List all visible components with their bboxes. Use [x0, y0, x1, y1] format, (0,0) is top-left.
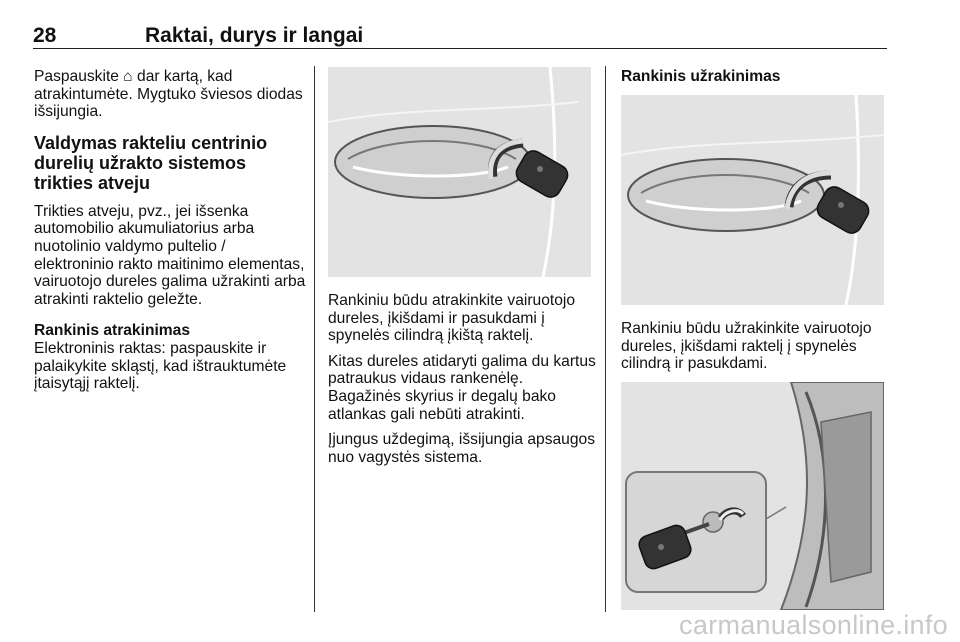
subheading-unlock: Rankinis atrakinimas — [34, 322, 191, 340]
middle-paragraph-3: Įjungus uždegimą, išsijungia apsaugos nuo vagystės sistema. — [328, 431, 595, 466]
middle-column — [328, 292, 596, 466]
key-cylinder-illustration — [621, 382, 884, 610]
subheading-unlock-body: Elektroninis raktas: paspauskite ir palaikykite skląstį, kad ištrauktumėte įtaisytąjį raktelį. — [34, 339, 287, 393]
section-body: Trikties atveju, pvz., jei išsenka automobilio akumuliatorius arba nuotolinio valdymo pultelio / elektroninio rakto maitinimo elementas, vairuotojo dureles galima užrakinti arba atrakinti raktelio geležte. — [34, 202, 306, 308]
chapter-title: Raktai, durys ir langai — [145, 24, 364, 47]
intro-text: Paspauskite ⌂ dar kartą, kad atrakintumėte. Mygtuko šviesos diodas išsijungia. — [34, 68, 303, 121]
page-number: 28 — [33, 24, 57, 47]
lock-door-illustration — [621, 95, 884, 305]
manual-lock-heading: Rankinis užrakinimas — [621, 68, 781, 85]
column-divider-left — [314, 66, 315, 612]
page-header — [33, 22, 887, 49]
middle-paragraph-2: Kitas dureles atidaryti galima du kartus patraukus vidaus rankenėlę. Bagažinės skyrius ir degalų bako atlankas gali nebūti atrakinti. — [328, 352, 596, 423]
left-column — [34, 68, 306, 393]
unlock-door-illustration — [328, 67, 591, 277]
unlock-caption: Rankiniu būdu atrakinkite vairuotojo dureles, įkišdami ir pasukdami į spynelės cilindrą įkištą raktelį. — [328, 292, 576, 345]
right-column-heading — [621, 68, 883, 86]
column-divider-right — [605, 66, 606, 612]
lock-caption: Rankiniu būdu užrakinkite vairuotojo dureles, įkišdami raktelį į spynelės cilindrą ir pasukdami. — [621, 320, 872, 373]
section-heading: Valdymas rakteliu centrinio durelių užrakto sistemos trikties atveju — [34, 132, 268, 193]
watermark: carmanualsonline.info — [679, 610, 948, 640]
right-column-caption — [621, 320, 885, 373]
